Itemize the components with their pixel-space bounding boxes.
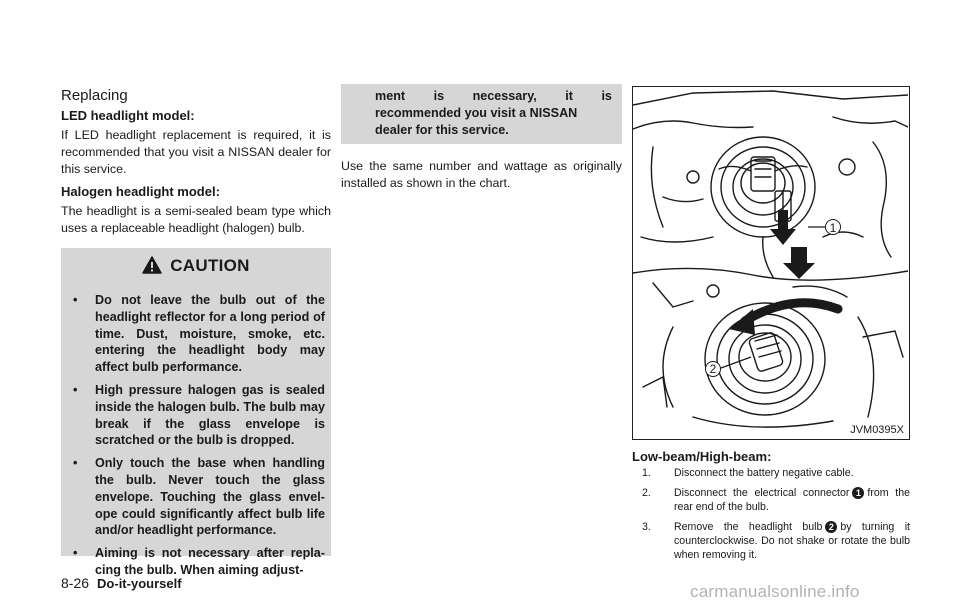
steps-list	[632, 466, 910, 568]
column-left	[61, 108, 331, 237]
caution-continued-text: recommended you visit a NISSAN dealer for this service.	[375, 106, 578, 137]
halogen-text: The headlight is a semi-sealed beam type which uses a replaceable headlight (halogen) bulb.	[61, 204, 331, 235]
marker-2: 2	[705, 361, 721, 377]
caution-item: • Aiming is not necessary after repla- cing the bulb. When aiming adjust-	[73, 546, 325, 577]
caution-item: • Do not leave the bulb out of the headlight reflector for a long period of time. Dust, moisture, smoke, etc. entering the headlight body may affect bulb performance.	[73, 293, 325, 375]
halogen-heading: Halogen headlight model:	[61, 184, 220, 199]
marker-1-inline: 1	[852, 487, 864, 499]
section-name: Do-it-yourself	[97, 576, 182, 591]
headlight-illustration	[633, 87, 908, 438]
warning-icon	[142, 256, 162, 274]
caution-list	[69, 292, 325, 585]
headlight-figure	[632, 86, 910, 440]
led-text: If LED headlight replacement is required, it is recommended that you visit a NISSAN dealer for this service.	[61, 128, 331, 176]
caution-box	[61, 248, 331, 577]
step-item: 3. Remove the headlight bulb 2 by turning it counterclockwise. Do not shake or rotate the bulb when removing it.	[642, 521, 910, 561]
page-number: 8-26	[61, 575, 90, 591]
step-item: 2. Disconnect the electrical connector 1 from the rear end of the bulb.	[642, 487, 910, 513]
caution-continued-line: ment is necessary, it is	[375, 89, 612, 103]
figure-label: JVM0395X	[850, 424, 904, 436]
caution-continued-box	[341, 84, 622, 144]
caution-item: • High pressure halogen gas is sealed inside the halogen bulb. The bulb may break if the glass envelope is scratched or the bulb is dropped.	[73, 382, 325, 448]
marker-2-inline: 2	[825, 521, 837, 533]
lowbeam-heading: Low-beam/High-beam:	[632, 449, 772, 464]
page-footer	[61, 575, 182, 591]
caution-title: CAUTION	[170, 256, 250, 275]
section-title: Replacing	[61, 87, 128, 104]
caution-item: • Only touch the base when handling the bulb. Never touch the glass envelope. Touching the glass envel- ope could significantly affect bulb life and/or headlight performance.	[73, 456, 325, 538]
wattage-text: Use the same number and wattage as originally installed as shown in the chart.	[341, 159, 622, 190]
marker-1: 1	[825, 219, 841, 235]
led-heading: LED headlight model:	[61, 108, 195, 123]
step-item: 1. Disconnect the battery negative cable.	[642, 467, 854, 479]
watermark: carmanualsonline.info	[690, 582, 860, 601]
caution-heading	[61, 256, 331, 276]
